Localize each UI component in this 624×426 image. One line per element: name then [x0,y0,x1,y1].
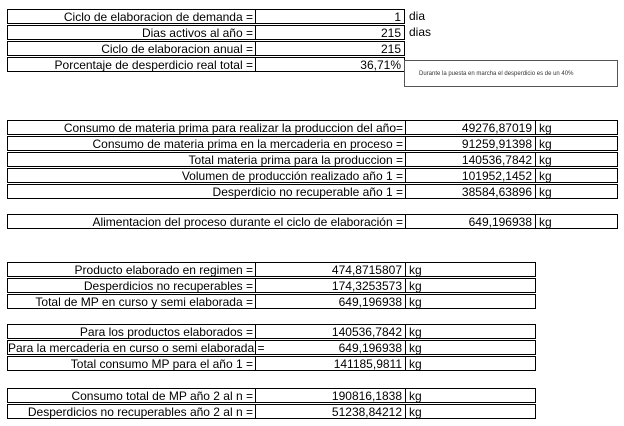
cell-total-consumption-year1-unit[interactable]: kg [405,356,536,371]
cell-total-consumption-year2-label[interactable]: Consumo total de MP año 2 al n = [7,388,256,403]
cell-process-feed-unit[interactable]: kg [535,214,618,229]
cell-total-consumption-year2-unit[interactable]: kg [405,388,536,403]
cell-total-consumption-year2-value[interactable]: 190816,1838 [255,388,406,403]
cell-consumption-year-value[interactable]: 49276,87019 [405,120,536,135]
cell-total-mp-course-label[interactable]: Total de MP en curso y semi elaborada = [7,294,256,309]
cell-consumption-process-label[interactable]: Consumo de materia prima en la mercaderia en proceso = [7,136,406,151]
cell-total-mp-course-unit[interactable]: kg [405,294,536,309]
cell-elaborated-products-label[interactable]: Para los productos elaborados = [7,324,256,339]
cell-active-days-value[interactable]: 215 [255,25,405,40]
cell-semi-elaborated-label[interactable]: Para la mercaderia en curso o semi elaborada = [8,341,265,355]
cell-consumption-process-value[interactable]: 91259,91398 [405,136,536,151]
comment-note[interactable]: Durante la puesta en marcha el desperdicio es de un 40% [404,60,618,87]
cell-total-mp-label[interactable]: Total materia prima para la produccion = [7,152,406,167]
cell-consumption-process-unit[interactable]: kg [535,136,618,151]
cell-waste-percent-label[interactable]: Porcentaje de desperdicio real total = [7,57,256,72]
cell-waste-year2-unit[interactable]: kg [405,404,536,419]
cell-regime-product-label[interactable]: Producto elaborado en regimen = [7,262,256,277]
cell-total-mp-value[interactable]: 140536,7842 [405,152,536,167]
cell-semi-elaborated-value[interactable]: 649,196938 [255,340,406,355]
cell-elaborated-products-value[interactable]: 140536,7842 [255,324,406,339]
cell-waste-year1-value[interactable]: 38584,63896 [405,184,536,199]
cell-active-days-unit[interactable]: dias [409,25,432,39]
cell-semi-elaborated-unit[interactable]: kg [405,340,536,355]
cell-annual-cycle-label[interactable]: Ciclo de elaboracion anual = [7,41,256,56]
cell-consumption-year-unit[interactable]: kg [535,120,618,135]
cell-non-recoverable-label[interactable]: Desperdicios no recuperables = [7,278,256,293]
cell-production-volume-unit[interactable]: kg [535,168,618,183]
cell-regime-product-value[interactable]: 474,8715807 [255,262,406,277]
cell-non-recoverable-unit[interactable]: kg [405,278,536,293]
cell-total-consumption-year1-value[interactable]: 141185,9811 [255,356,406,371]
cell-elaborated-products-unit[interactable]: kg [405,324,536,339]
cell-waste-year1-label[interactable]: Desperdicio no recuperable año 1 = [7,184,406,199]
cell-process-feed-label[interactable]: Alimentacion del proceso durante el ciclo de elaboración = [7,214,406,229]
cell-production-volume-label[interactable]: Volumen de producción realizado año 1 = [7,168,406,183]
cell-waste-year2-label[interactable]: Desperdicios no recuperables año 2 al n = [7,404,256,419]
cell-total-mp-unit[interactable]: kg [535,152,618,167]
cell-total-consumption-year1-label[interactable]: Total consumo MP para el año 1 = [7,356,256,371]
cell-waste-percent-value[interactable]: 36,71% [255,57,405,72]
cell-non-recoverable-value[interactable]: 174,3253573 [255,278,406,293]
cell-cycle-demand-value[interactable]: 1 [255,9,405,24]
cell-annual-cycle-value[interactable]: 215 [255,41,405,56]
cell-consumption-year-label[interactable]: Consumo de materia prima para realizar la produccion del año= [7,120,406,135]
cell-process-feed-value[interactable]: 649,196938 [405,214,536,229]
cell-cycle-demand-unit[interactable]: dia [409,9,426,23]
cell-total-mp-course-value[interactable]: 649,196938 [255,294,406,309]
cell-cycle-demand-label[interactable]: Ciclo de elaboracion de demanda = [7,9,256,24]
cell-production-volume-value[interactable]: 101952,1452 [405,168,536,183]
cell-regime-product-unit[interactable]: kg [405,262,536,277]
cell-active-days-label[interactable]: Dias activos al año = [7,25,256,40]
cell-waste-year2-value[interactable]: 51238,84212 [255,404,406,419]
cell-waste-year1-unit[interactable]: kg [535,184,618,199]
